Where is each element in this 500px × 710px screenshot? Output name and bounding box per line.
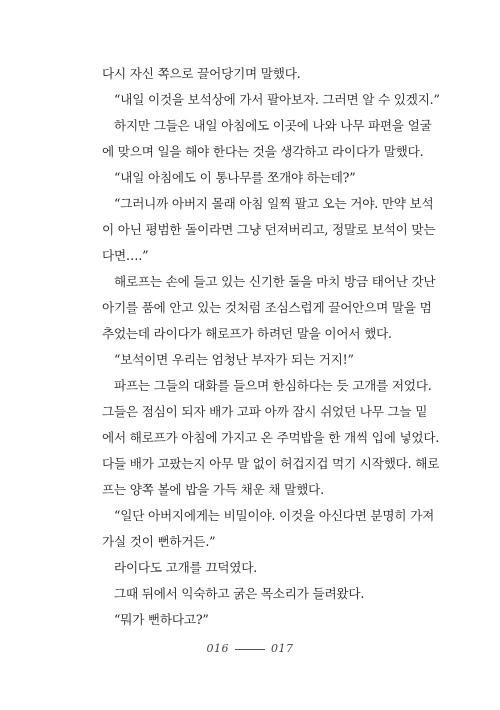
text-line: 아기를 품에 안고 있는 것처럼 조심스럽게 끌어안으며 말을 멈 xyxy=(102,300,432,315)
right-page-number: 017 xyxy=(271,642,294,655)
text-line: 이 아닌 평범한 돌이라면 그냥 던져버리고, 정말로 보석이 맞는 xyxy=(102,222,436,237)
text-line: 다면….” xyxy=(102,248,149,263)
text-line: 하지만 그들은 내일 아침에도 이곳에 나와 나무 파편을 얼굴 xyxy=(114,118,432,133)
text-line: 추었는데 라이다가 해로프가 하려던 말을 이어서 했다. xyxy=(102,326,392,341)
folio-separator xyxy=(235,649,265,650)
text-line: “보석이면 우리는 엄청난 부자가 되는 거지!” xyxy=(114,352,354,367)
text-line: 에 맞으며 일을 해야 한다는 것을 생각하고 라이다가 말했다. xyxy=(102,144,424,159)
text-line: 그들은 점심이 되자 배가 고파 아까 잠시 쉬었던 나무 그늘 밑 xyxy=(102,404,428,419)
text-line: 에서 해로프가 아침에 가지고 온 주먹밥을 한 개씩 입에 넣었다. xyxy=(102,430,440,445)
text-line: 다시 자신 쪽으로 끌어당기며 말했다. xyxy=(102,66,301,81)
text-line: “내일 아침에도 이 통나무를 쪼개야 하는데?” xyxy=(114,170,356,185)
text-line: 프는 양쪽 볼에 밥을 가득 채운 채 말했다. xyxy=(102,482,324,497)
text-line: 라이다도 고개를 끄덕였다. xyxy=(114,560,258,575)
text-line: 다들 배가 고팠는지 아무 말 없이 허겁지겁 먹기 시작했다. 해로 xyxy=(102,456,440,471)
text-line: “그러니까 아버지 몰래 아침 일찍 팔고 오는 거야. 만약 보석 xyxy=(114,196,434,211)
text-line: 그때 뒤에서 익숙하고 굵은 목소리가 들려왔다. xyxy=(114,586,365,601)
page-numbers xyxy=(0,642,500,655)
text-line: “뭐가 뻔하다고?” xyxy=(114,612,209,627)
text-line: 가실 것이 뻔하거든.” xyxy=(102,534,216,549)
text-line: 파프는 그들의 대화를 들으며 한심하다는 듯 고개를 저었다. xyxy=(114,378,432,393)
text-line: “내일 이것을 보석상에 가서 팔아보자. 그러면 알 수 있겠지.” xyxy=(114,92,440,107)
text-line: “일단 아버지에게는 비밀이야. 이것을 아신다면 분명히 가져 xyxy=(114,508,435,523)
left-page-number: 016 xyxy=(206,642,229,655)
text-line: 해로프는 손에 들고 있는 신기한 돌을 마치 방금 태어난 갓난 xyxy=(114,274,436,289)
